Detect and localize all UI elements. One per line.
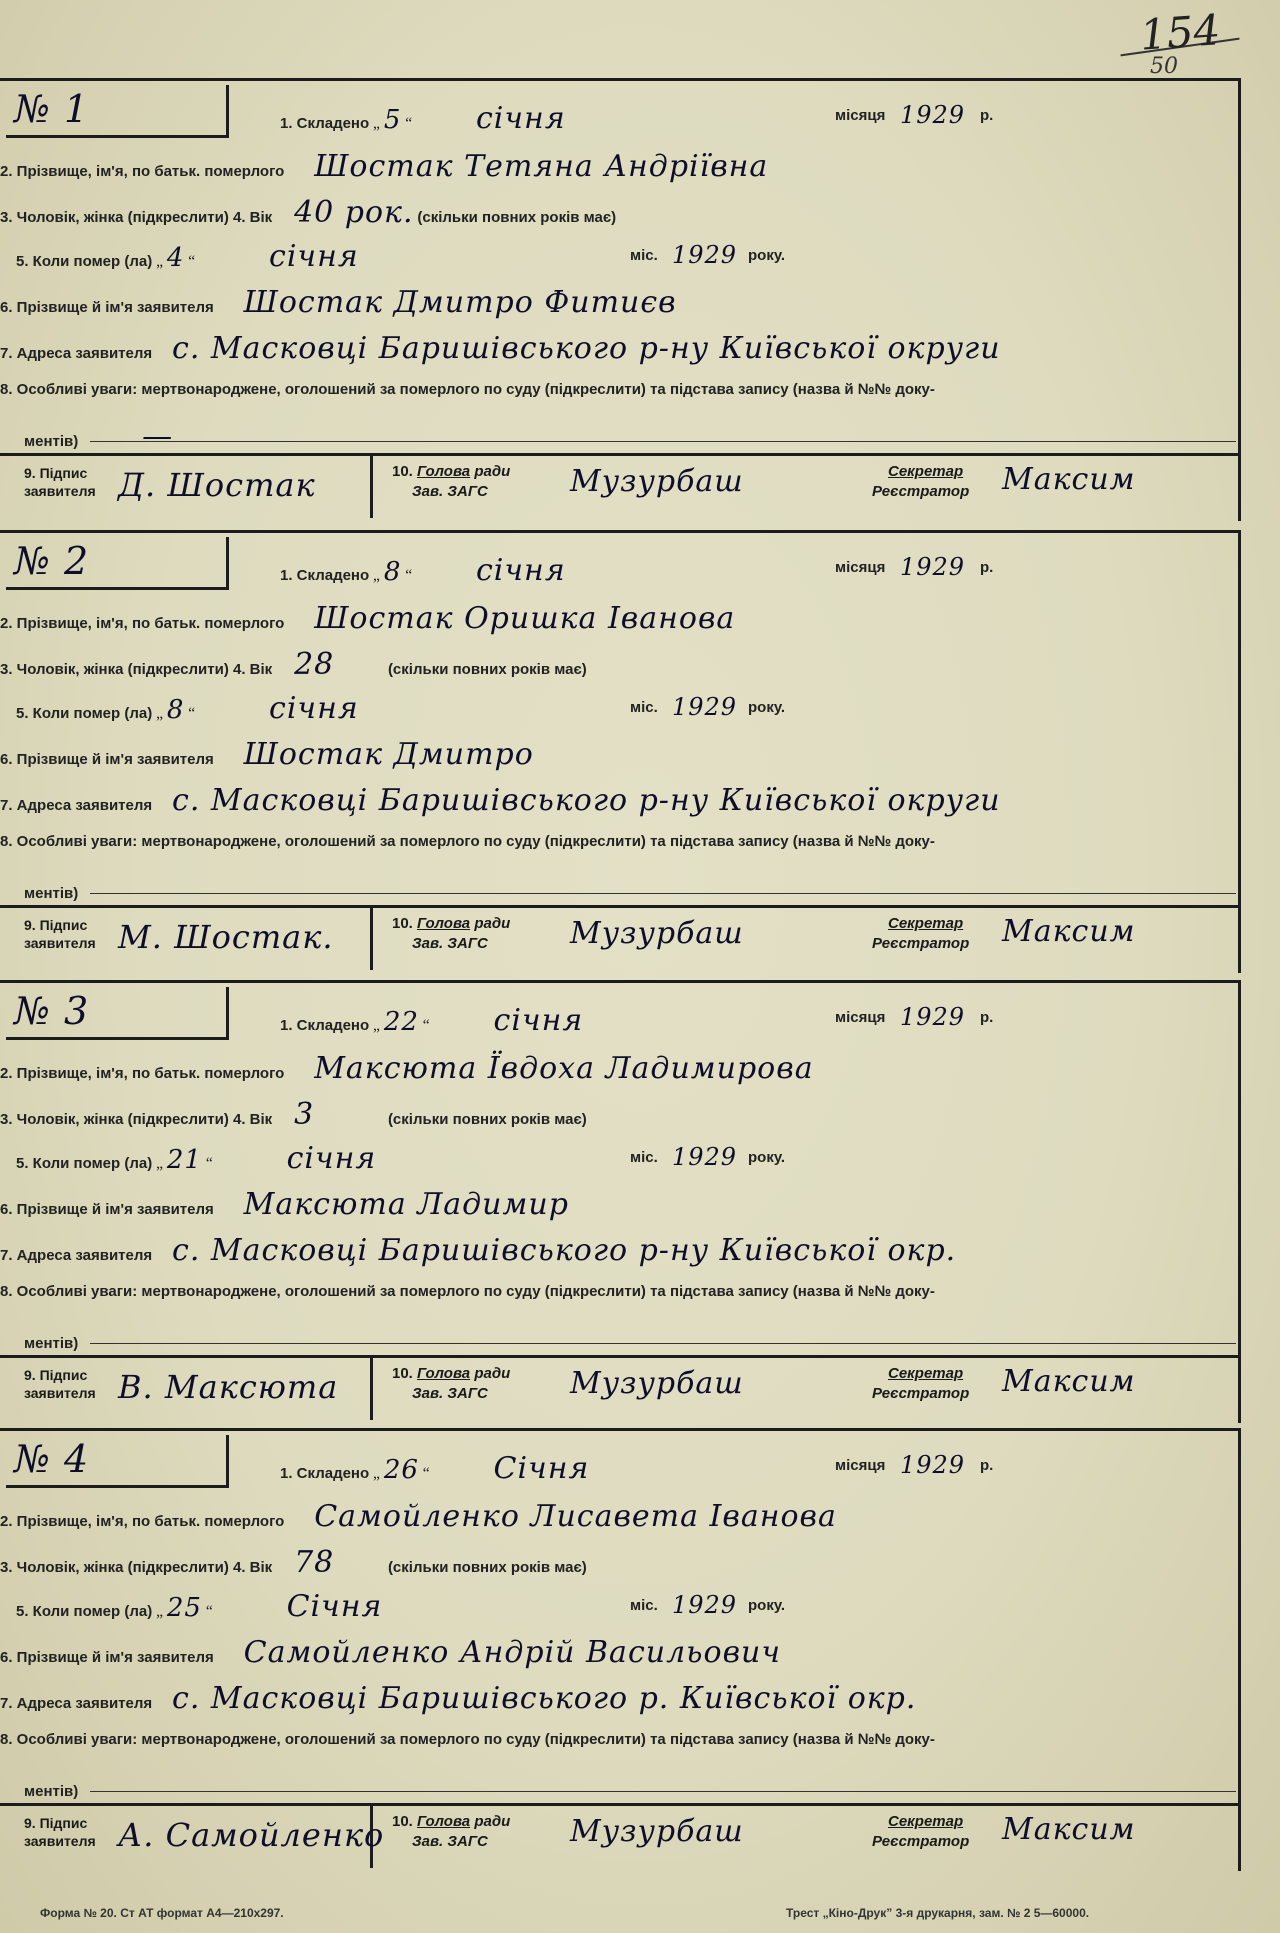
signature-row	[0, 1355, 1238, 1420]
secretary-signature: Максим	[1002, 1812, 1136, 1847]
death-record	[0, 530, 1241, 973]
head-signature: Музурбаш	[570, 1814, 744, 1849]
record-number: № 1	[14, 87, 90, 131]
row-address: 7. Адреса заявителя с. Масковці Баришівського р-ну Київської округи	[0, 331, 1001, 366]
record-number: № 2	[14, 539, 90, 583]
secretary-field: Секретар Реєстратор	[872, 1365, 970, 1402]
folio-number: 154	[1138, 5, 1222, 60]
folio-sub-number: 50	[1150, 54, 1178, 79]
secretary-signature: Максим	[1002, 914, 1136, 949]
row-notes-cont: ментів)	[24, 1335, 79, 1352]
record-number: № 3	[14, 989, 90, 1033]
row-composed: 1. Складено „ 8 “ січня місяця 1929 р.	[280, 553, 994, 588]
notes-underline	[90, 1343, 1236, 1344]
head-signature: Музурбаш	[570, 1366, 744, 1401]
applicant-signature: М. Шостак.	[118, 918, 334, 956]
record-number-box	[6, 987, 229, 1040]
row-died: 5. Коли помер (ла) „ 8 “ січня міс. 1929 року.	[16, 691, 786, 726]
row-notes-cont: ментів) —	[24, 419, 174, 454]
row-died: 5. Коли помер (ла) „ 4 “ січня міс. 1929 року.	[16, 239, 786, 274]
row-composed: 1. Складено „ 22 “ січня місяця 1929 р.	[280, 1003, 994, 1038]
head-field: 10. Голова ради Зав. ЗАГС	[392, 1813, 511, 1850]
signature-row	[0, 453, 1238, 518]
row-gender-age: 3. Чоловік, жінка (підкреслити) 4. Вік 3 (скільки повних років має)	[0, 1097, 587, 1132]
row-notes: 8. Особливі уваги: мертвонароджене, оголошений за померлого по суду (підкреслити) та підстава запису (назва й №№ доку-	[0, 833, 935, 850]
row-address: 7. Адреса заявителя с. Масковці Баришівського р-ну Київської окр.	[0, 1233, 957, 1268]
secretary-signature: Максим	[1002, 462, 1136, 497]
secretary-signature: Максим	[1002, 1364, 1136, 1399]
signature-label: 9. Підпис заявителя	[24, 1367, 96, 1401]
row-notes-cont: ментів)	[24, 885, 79, 902]
row-composed: 1. Складено „ 26 “ Січня місяця 1929 р.	[280, 1451, 994, 1486]
row-address: 7. Адреса заявителя с. Масковці Баришівського р. Київської окр.	[0, 1681, 917, 1716]
row-notes: 8. Особливі уваги: мертвонароджене, оголошений за померлого по суду (підкреслити) та підстава запису (назва й №№ доку-	[0, 1731, 935, 1748]
notes-underline	[90, 893, 1236, 894]
secretary-field: Секретар Реєстратор	[872, 1813, 970, 1850]
notes-underline	[90, 441, 1236, 442]
record-number-box	[6, 85, 229, 138]
row-died: 5. Коли помер (ла) „ 21 “ січня міс. 1929 року.	[16, 1141, 786, 1176]
signature-label: 9. Підпис заявителя	[24, 917, 96, 951]
row-composed: 1. Складено „ 5 “ січня місяця 1929 р.	[280, 101, 994, 136]
head-field: 10. Голова ради Зав. ЗАГС	[392, 1365, 511, 1402]
row-applicant: 6. Прізвище й ім'я заявителя Шостак Дмитро	[0, 737, 534, 772]
row-deceased: 2. Прізвище, ім'я, по батьк. померлого Шостак Оришка Іванова	[0, 601, 736, 636]
applicant-signature: А. Самойленко	[118, 1816, 385, 1854]
row-deceased: 2. Прізвище, ім'я, по батьк. померлого Максюта Ївдоха Ладимирова	[0, 1051, 814, 1086]
row-died: 5. Коли помер (ла) „ 25 “ Січня міс. 1929 року.	[16, 1589, 786, 1624]
row-deceased: 2. Прізвище, ім'я, по батьк. померлого Самойленко Лисавета Іванова	[0, 1499, 837, 1534]
record-number-box	[6, 537, 229, 590]
row-notes-cont: ментів)	[24, 1783, 79, 1800]
notes-underline	[90, 1791, 1236, 1792]
death-record	[0, 78, 1241, 521]
applicant-signature: В. Максюта	[118, 1368, 339, 1406]
row-applicant: 6. Прізвище й ім'я заявителя Самойленко Андрій Васильович	[0, 1635, 782, 1670]
footer-form-info: Форма № 20. Ст АТ формат А4—210x297.	[40, 1906, 284, 1920]
head-field: 10. Голова ради Зав. ЗАГС	[392, 915, 511, 952]
row-gender-age: 3. Чоловік, жінка (підкреслити) 4. Вік 28 (скільки повних років має)	[0, 647, 587, 682]
signature-row	[0, 1803, 1238, 1868]
row-gender-age: 3. Чоловік, жінка (підкреслити) 4. Вік 40 рок. (скільки повних років має)	[0, 195, 617, 230]
secretary-field: Секретар Реєстратор	[872, 915, 970, 952]
secretary-field: Секретар Реєстратор	[872, 463, 970, 500]
row-deceased: 2. Прізвище, ім'я, по батьк. померлого Шостак Тетяна Андріївна	[0, 149, 769, 184]
row-address: 7. Адреса заявителя с. Масковці Баришівського р-ну Київської округи	[0, 783, 1001, 818]
record-number: № 4	[14, 1437, 90, 1481]
applicant-signature: Д. Шостак	[118, 466, 316, 504]
head-field: 10. Голова ради Зав. ЗАГС	[392, 463, 511, 500]
row-applicant: 6. Прізвище й ім'я заявителя Максюта Ладимир	[0, 1187, 569, 1222]
row-gender-age: 3. Чоловік, жінка (підкреслити) 4. Вік 78 (скільки повних років має)	[0, 1545, 587, 1580]
head-signature: Музурбаш	[570, 464, 744, 499]
row-applicant: 6. Прізвище й ім'я заявителя Шостак Дмитро Фитиєв	[0, 285, 677, 320]
row-notes: 8. Особливі уваги: мертвонароджене, оголошений за померлого по суду (підкреслити) та підстава запису (назва й №№ доку-	[0, 381, 935, 398]
signature-row	[0, 905, 1238, 970]
head-signature: Музурбаш	[570, 916, 744, 951]
record-number-box	[6, 1435, 229, 1488]
row-notes: 8. Особливі уваги: мертвонароджене, оголошений за померлого по суду (підкреслити) та підстава запису (назва й №№ доку-	[0, 1283, 935, 1300]
death-record	[0, 1428, 1241, 1871]
death-record	[0, 980, 1241, 1423]
signature-label: 9. Підпис заявителя	[24, 465, 96, 499]
signature-label: 9. Підпис заявителя	[24, 1815, 96, 1849]
footer-printer-info: Трест „Кіно-Друк” 3-я друкарня, зам. № 2 5—60000.	[786, 1906, 1090, 1920]
